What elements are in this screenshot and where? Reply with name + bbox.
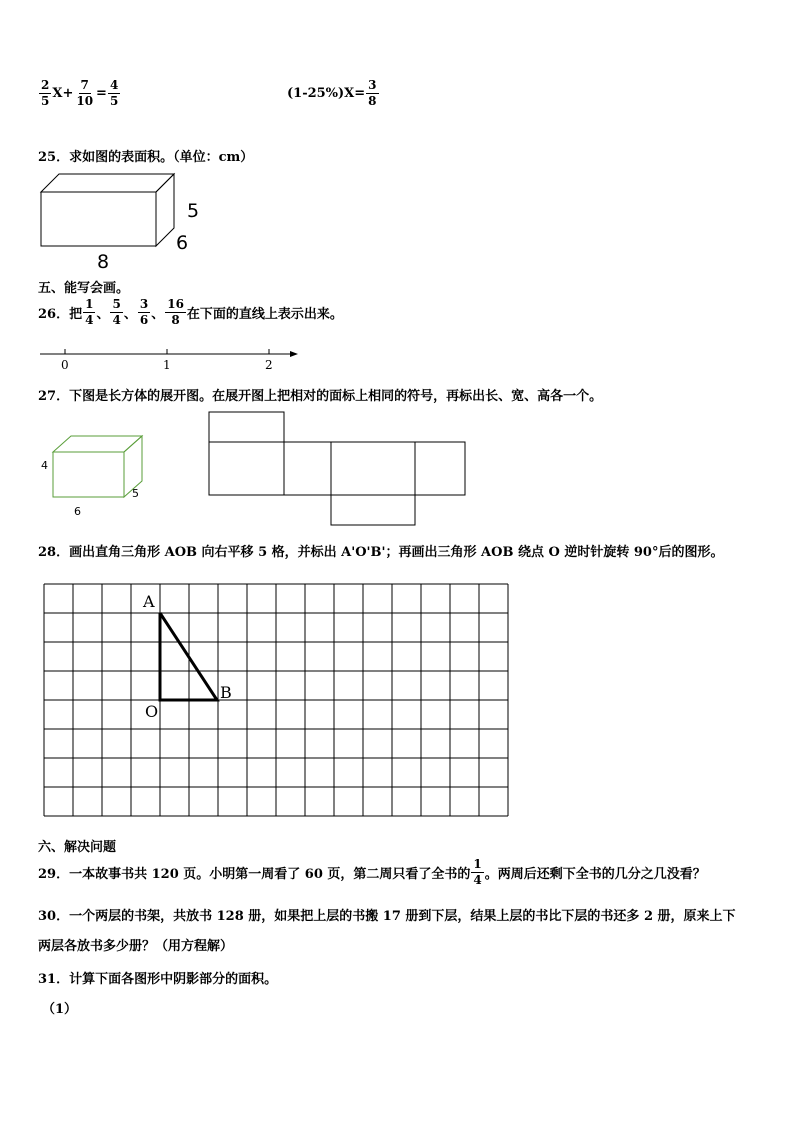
question-29-text: 。两周后还剩下全书的几分之几没看？ [484, 867, 706, 882]
label-height: 4 [41, 459, 48, 472]
question-26-prefix: 26．把 [38, 307, 83, 322]
label-length: 6 [74, 505, 81, 518]
fraction: $\frac{1}{4}$ [85, 297, 94, 327]
label-height: 5 [187, 200, 200, 222]
fraction: $\frac{5}{4}$ [112, 297, 121, 327]
question-30-line-2: 两层各放书多少册？（用方程解） [38, 939, 234, 954]
point-a-label: A [143, 592, 155, 611]
label-depth: 6 [176, 232, 189, 254]
section-6-title: 六、解决问题 [38, 840, 117, 855]
question-29-text: 29．一本故事书共 120 页。小明第一周看了 60 页，第二周只看了全书的 [38, 867, 471, 882]
question-31-sub-1: （1） [42, 1002, 78, 1017]
section-5-title: 五、能写会画。 [38, 281, 130, 296]
fraction: $\frac{3}{6}$ [139, 297, 149, 327]
label-depth: 5 [132, 487, 139, 500]
question-28: 28．画出直角三角形 AOB 向右平移 5 格，并标出 A'O'B'；再画出三角形 AOB 绕点 O 逆时针旋转 90°后的图形。 [38, 545, 724, 560]
question-27: 27．下图是长方体的展开图。在展开图上把相对的面标上相同的符号，再标出长、宽、高各一个。 [38, 389, 603, 404]
question-29 [38, 857, 706, 888]
equation-text: X+ [52, 86, 74, 101]
question-25: 25．求如图的表面积。（单位：cm） [38, 150, 254, 165]
fraction: $\frac{7}{10}$ [76, 78, 94, 108]
label-length: 8 [97, 251, 110, 273]
separator: 、 [151, 307, 165, 322]
point-o-label: O [145, 702, 159, 721]
fraction: $\frac{4}{5}$ [109, 78, 119, 108]
fraction: $\frac{3}{8}$ [368, 78, 377, 108]
tick-label-1: 1 [163, 358, 171, 372]
question-30-line-1: 30．一个两层的书架，共放书 128 册，如果把上层的书搬 17 册到下层，结果上层的书比下层的书还多 2 册，原来上下 [38, 909, 736, 924]
separator: 、 [123, 307, 137, 322]
equation-text: (1-25%)X= [287, 86, 366, 101]
fraction: $\frac{16}{8}$ [167, 297, 184, 327]
point-b-label: B [220, 683, 232, 702]
fraction: $\frac{1}{4}$ [473, 857, 482, 887]
separator: 、 [96, 307, 110, 322]
equals-sign: = [96, 86, 107, 101]
tick-label-0: 0 [61, 358, 69, 372]
question-31: 31．计算下面各图形中阴影部分的面积。 [38, 972, 278, 987]
square-grid [44, 584, 508, 816]
fraction: $\frac{2}{5}$ [41, 78, 50, 108]
tick-label-2: 2 [265, 358, 273, 372]
question-26-suffix: 在下面的直线上表示出来。 [186, 307, 343, 322]
